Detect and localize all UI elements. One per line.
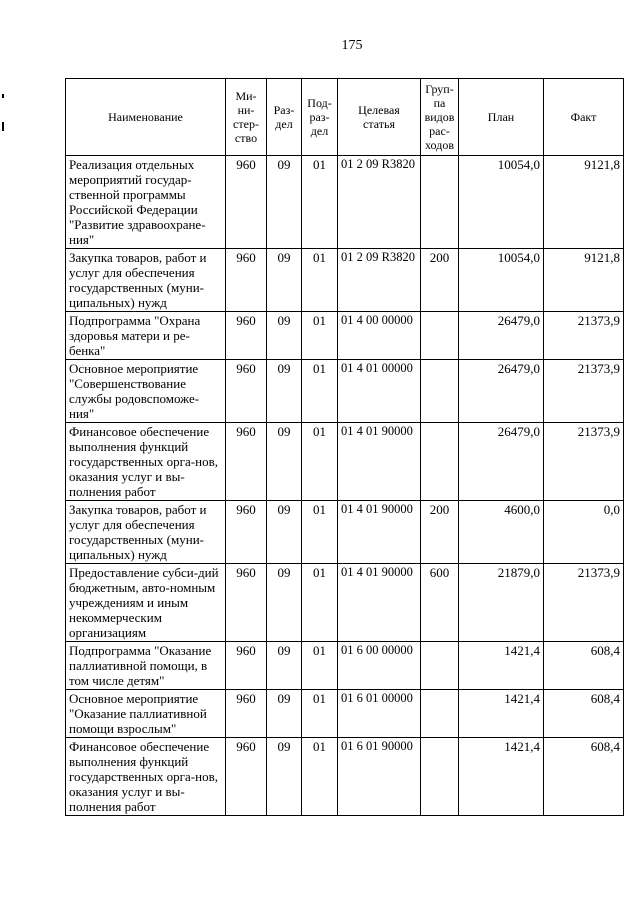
cell-target: 01 4 00 00000 bbox=[338, 312, 421, 360]
cell-plan: 26479,0 bbox=[459, 312, 544, 360]
cell-group: 200 bbox=[421, 249, 459, 312]
cell-group bbox=[421, 738, 459, 816]
cell-ministry: 960 bbox=[226, 156, 267, 249]
page-number: 175 bbox=[341, 38, 363, 53]
cell-target: 01 4 01 90000 bbox=[338, 564, 421, 642]
table-row bbox=[66, 156, 624, 249]
header-plan: План bbox=[459, 79, 544, 156]
cell-group: 200 bbox=[421, 501, 459, 564]
cell-subsection: 01 bbox=[302, 156, 338, 249]
budget-table bbox=[65, 78, 624, 816]
cell-section: 09 bbox=[267, 564, 302, 642]
cell-ministry: 960 bbox=[226, 423, 267, 501]
cell-fact: 608,4 bbox=[544, 642, 624, 690]
cell-plan: 10054,0 bbox=[459, 249, 544, 312]
cell-name: Подпрограмма "Оказание паллиативной помощи, в том числе детям" bbox=[66, 642, 226, 690]
header-fact: Факт bbox=[544, 79, 624, 156]
cell-section: 09 bbox=[267, 738, 302, 816]
cell-ministry: 960 bbox=[226, 312, 267, 360]
cell-fact: 608,4 bbox=[544, 690, 624, 738]
cell-subsection: 01 bbox=[302, 312, 338, 360]
cell-plan: 26479,0 bbox=[459, 423, 544, 501]
cell-target: 01 2 09 R3820 bbox=[338, 249, 421, 312]
header-section: Раз- дел bbox=[267, 79, 302, 156]
cell-target: 01 4 01 90000 bbox=[338, 501, 421, 564]
table-row bbox=[66, 501, 624, 564]
cell-section: 09 bbox=[267, 690, 302, 738]
cell-fact: 21373,9 bbox=[544, 564, 624, 642]
table-header-row bbox=[66, 79, 624, 156]
table-row bbox=[66, 249, 624, 312]
cell-section: 09 bbox=[267, 423, 302, 501]
cell-ministry: 960 bbox=[226, 642, 267, 690]
cell-fact: 9121,8 bbox=[544, 156, 624, 249]
cell-group bbox=[421, 423, 459, 501]
cell-fact: 9121,8 bbox=[544, 249, 624, 312]
cell-plan: 4600,0 bbox=[459, 501, 544, 564]
cell-name: Подпрограмма "Охрана здоровья матери и ре-бенка" bbox=[66, 312, 226, 360]
cell-plan: 1421,4 bbox=[459, 690, 544, 738]
cell-name: Финансовое обеспечение выполнения функций государственных орга-нов, оказания услуг и вы-полнения работ bbox=[66, 738, 226, 816]
cell-section: 09 bbox=[267, 501, 302, 564]
cell-ministry: 960 bbox=[226, 738, 267, 816]
cell-fact: 21373,9 bbox=[544, 423, 624, 501]
cell-fact: 21373,9 bbox=[544, 360, 624, 423]
margin-mark bbox=[2, 122, 4, 131]
table-row bbox=[66, 690, 624, 738]
cell-group: 600 bbox=[421, 564, 459, 642]
table-row bbox=[66, 564, 624, 642]
cell-section: 09 bbox=[267, 249, 302, 312]
cell-subsection: 01 bbox=[302, 360, 338, 423]
cell-name: Реализация отдельных мероприятий государ-ственной программы Российской Федерации "Развитие здравоохране-ния" bbox=[66, 156, 226, 249]
cell-plan: 10054,0 bbox=[459, 156, 544, 249]
cell-ministry: 960 bbox=[226, 564, 267, 642]
table-row bbox=[66, 642, 624, 690]
cell-subsection: 01 bbox=[302, 249, 338, 312]
cell-fact: 0,0 bbox=[544, 501, 624, 564]
cell-name: Предоставление субси-дий бюджетным, авто-номным учреждениям и иным некоммерческим организациям bbox=[66, 564, 226, 642]
cell-target: 01 6 00 00000 bbox=[338, 642, 421, 690]
cell-ministry: 960 bbox=[226, 501, 267, 564]
header-target: Целевая статья bbox=[338, 79, 421, 156]
cell-name: Основное мероприятие "Совершенствование службы родовспоможе-ния" bbox=[66, 360, 226, 423]
header-group: Груп- па видов рас- ходов bbox=[421, 79, 459, 156]
cell-plan: 21879,0 bbox=[459, 564, 544, 642]
cell-name: Закупка товаров, работ и услуг для обеспечения государственных (муни-ципальных) нужд bbox=[66, 501, 226, 564]
cell-name: Закупка товаров, работ и услуг для обеспечения государственных (муни-ципальных) нужд bbox=[66, 249, 226, 312]
cell-target: 01 2 09 R3820 bbox=[338, 156, 421, 249]
cell-subsection: 01 bbox=[302, 738, 338, 816]
cell-name: Основное мероприятие "Оказание паллиативной помощи взрослым" bbox=[66, 690, 226, 738]
cell-group bbox=[421, 690, 459, 738]
cell-subsection: 01 bbox=[302, 564, 338, 642]
cell-subsection: 01 bbox=[302, 690, 338, 738]
cell-group bbox=[421, 312, 459, 360]
cell-subsection: 01 bbox=[302, 501, 338, 564]
cell-target: 01 4 01 90000 bbox=[338, 423, 421, 501]
cell-section: 09 bbox=[267, 156, 302, 249]
header-ministry: Ми- ни- стер- ство bbox=[226, 79, 267, 156]
cell-section: 09 bbox=[267, 312, 302, 360]
cell-group bbox=[421, 156, 459, 249]
cell-group bbox=[421, 642, 459, 690]
cell-plan: 1421,4 bbox=[459, 642, 544, 690]
cell-plan: 1421,4 bbox=[459, 738, 544, 816]
cell-section: 09 bbox=[267, 360, 302, 423]
cell-ministry: 960 bbox=[226, 360, 267, 423]
cell-plan: 26479,0 bbox=[459, 360, 544, 423]
cell-target: 01 6 01 00000 bbox=[338, 690, 421, 738]
cell-section: 09 bbox=[267, 642, 302, 690]
cell-subsection: 01 bbox=[302, 642, 338, 690]
table-row bbox=[66, 423, 624, 501]
cell-subsection: 01 bbox=[302, 423, 338, 501]
cell-target: 01 4 01 00000 bbox=[338, 360, 421, 423]
table-row bbox=[66, 360, 624, 423]
cell-ministry: 960 bbox=[226, 249, 267, 312]
margin-mark bbox=[2, 94, 4, 98]
cell-group bbox=[421, 360, 459, 423]
table-row bbox=[66, 312, 624, 360]
header-name: Наименование bbox=[66, 79, 226, 156]
cell-fact: 608,4 bbox=[544, 738, 624, 816]
table-row bbox=[66, 738, 624, 816]
cell-target: 01 6 01 90000 bbox=[338, 738, 421, 816]
header-subsection: Под- раз- дел bbox=[302, 79, 338, 156]
cell-name: Финансовое обеспечение выполнения функций государственных орга-нов, оказания услуг и вы-полнения работ bbox=[66, 423, 226, 501]
cell-ministry: 960 bbox=[226, 690, 267, 738]
cell-fact: 21373,9 bbox=[544, 312, 624, 360]
